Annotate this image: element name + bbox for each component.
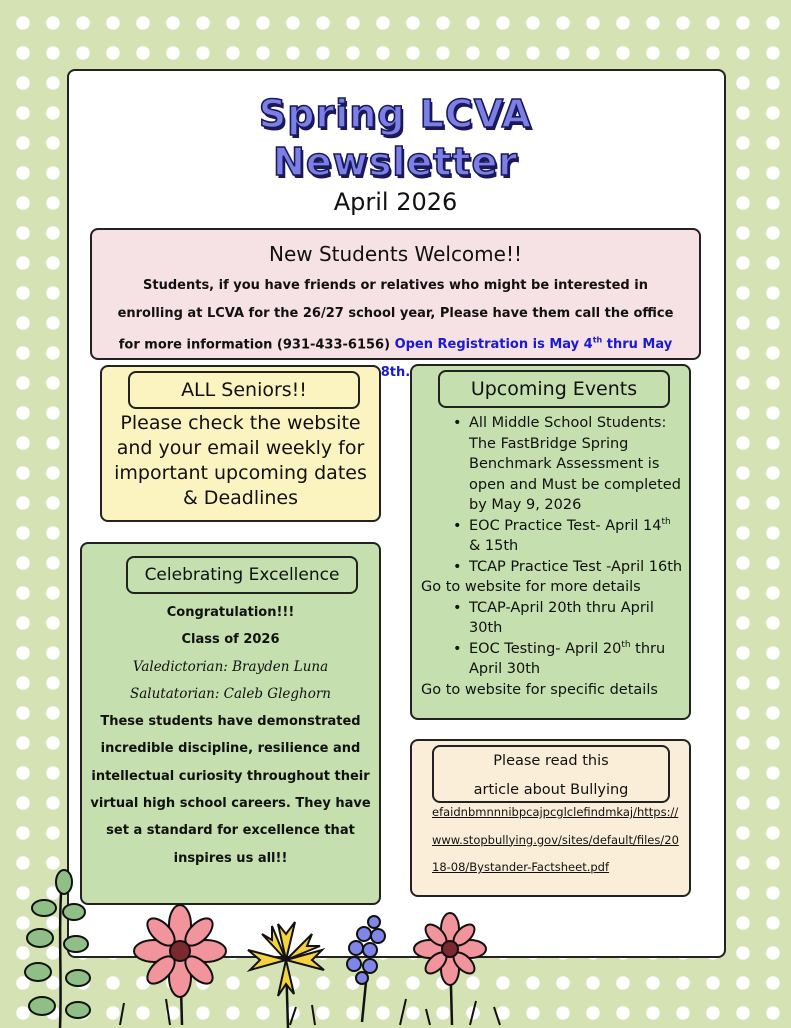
event-item-eoc-testing: • EOC Testing- April 20th thru April 30th — [445, 639, 683, 680]
seniors-body: Please check the website and your email weekly for important upcoming dates & Deadlines — [114, 412, 367, 509]
salutatorian: Salutatorian: Caleb Gleghorn — [129, 685, 331, 702]
newsletter-date: April 2026 — [333, 188, 458, 216]
event-item-middle-school: • All Middle School Students: The FastBridge Spring Benchmark Assessment is open and Must be completed by May 9, 2026 — [445, 413, 683, 516]
welcome-section — [90, 228, 701, 380]
excellence-body: These students have demonstrated incredible discipline, resilience and intellectual curiosity throughout their virtual high school careers. They have set a standard for excellence that inspires us all!! — [90, 714, 371, 866]
excellence-heading: Celebrating Excellence — [126, 556, 358, 594]
valedictorian: Valedictorian: Brayden Luna — [132, 658, 329, 675]
newsletter-title-line1: Spring LCVA — [258, 92, 533, 136]
event-item-tcap-practice: • TCAP Practice Test -April 16th — [445, 557, 683, 578]
events-heading: Upcoming Events — [438, 370, 670, 408]
bullying-heading: Please read this article about Bullying — [432, 745, 670, 803]
welcome-heading: New Students Welcome!! — [268, 242, 522, 266]
newsletter-title-line2: Newsletter — [273, 140, 518, 184]
excellence-class: Class of 2026 — [181, 632, 280, 648]
events-note-specific: Go to website for specific details — [421, 681, 658, 698]
events-note-details: Go to website for more details — [421, 579, 641, 595]
bullying-section — [410, 739, 691, 897]
excellence-congrats: Congratulation!!! — [166, 605, 295, 620]
registration-dates: Open Registration is May 4th thru May 8th. — [380, 336, 673, 380]
grass-icon — [100, 985, 600, 1025]
seniors-section — [100, 365, 381, 522]
seniors-heading: ALL Seniors!! — [128, 371, 360, 409]
welcome-text: Students, if you have friends or relatives who might be interested in enrolling at LCVA for the 26/27 school year, Please have them call the office for more information (931-433-6156) — [117, 278, 674, 353]
leaf-vine-icon — [18, 868, 88, 1028]
events-section — [410, 364, 691, 720]
event-item-eoc-practice: • EOC Practice Test- April 14th & 15th — [445, 516, 683, 557]
excellence-section — [80, 542, 381, 905]
bullying-article-link[interactable]: efaidnbmnnnibpcajpcglclefindmkaj/https://www.stopbullying.gov/sites/default/files/2018-08/Bystander-Factsheet.pdf — [432, 805, 679, 874]
event-item-tcap: • TCAP-April 20th thru April 30th — [445, 598, 683, 639]
